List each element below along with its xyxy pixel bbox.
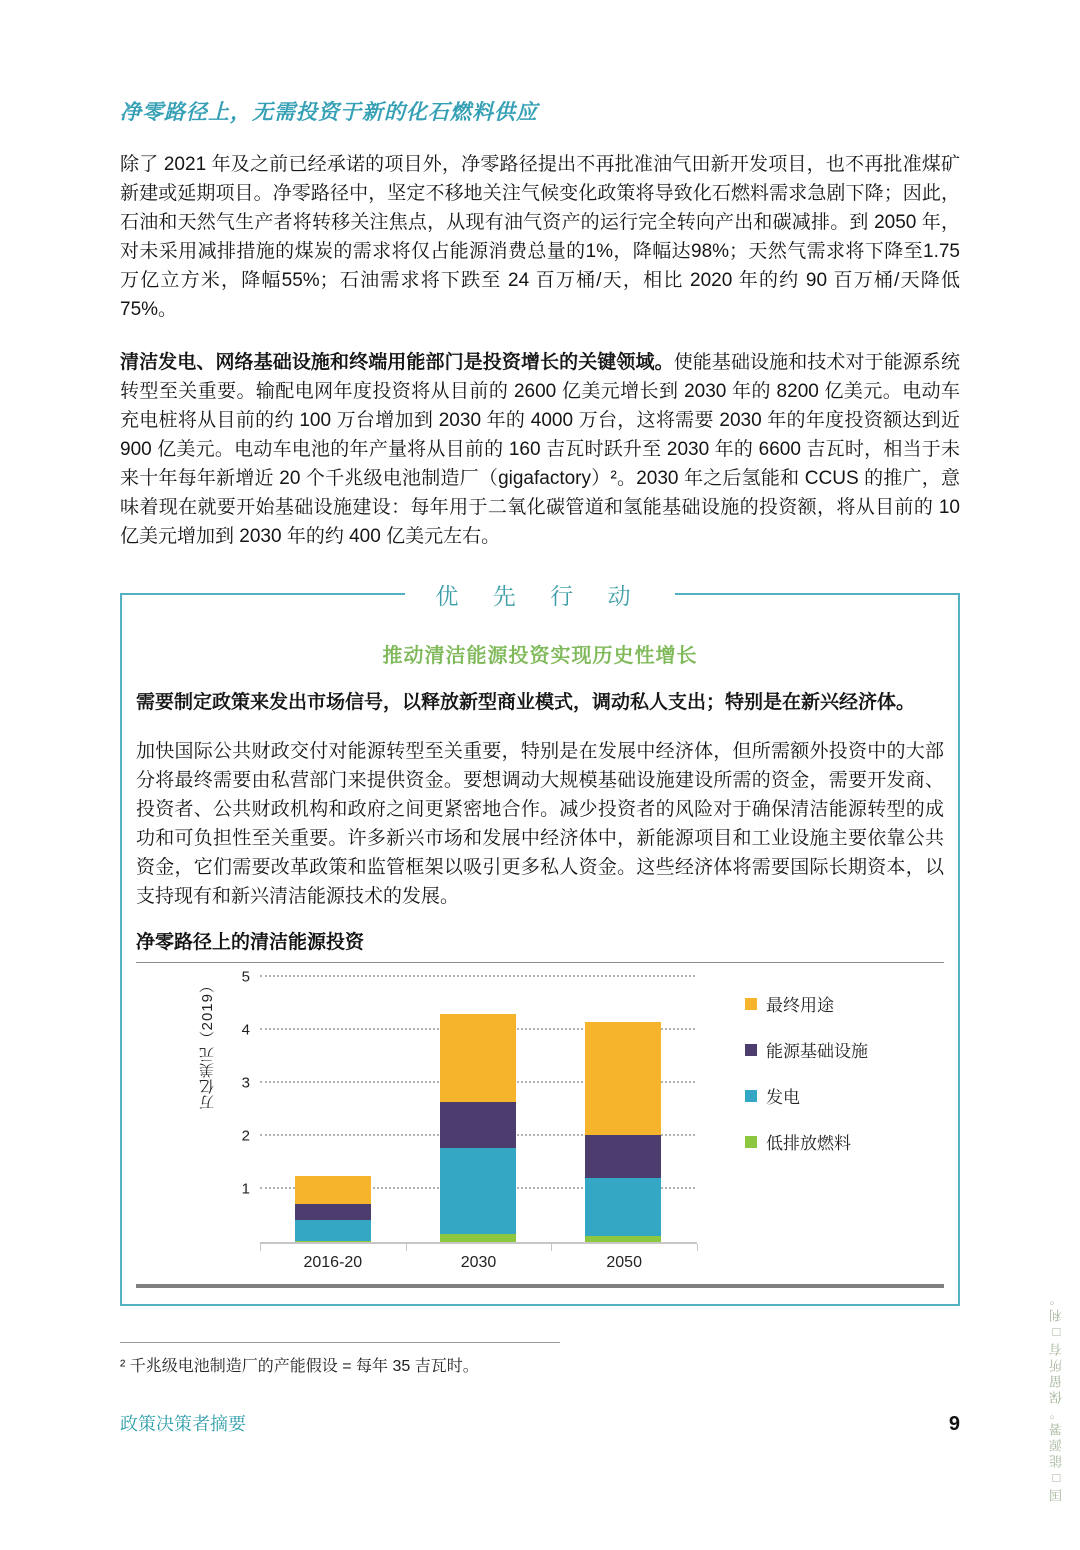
- legend-swatch-icon: [745, 998, 757, 1010]
- chart-plot: [260, 977, 695, 1242]
- footnote-divider: [120, 1342, 560, 1343]
- legend-label: 最终用途: [766, 996, 834, 1015]
- priority-box-title: 优 先 行 动: [122, 578, 958, 611]
- bars-row: [260, 977, 695, 1242]
- legend-item-low-emission-fuels: [745, 1129, 868, 1154]
- bar-segment-end-use: [295, 1176, 371, 1204]
- bar-segment-end-use: [585, 1022, 661, 1135]
- x-labels: [260, 1252, 697, 1272]
- priority-box-subtitle: 推动清洁能源投资实现历史性增长: [382, 645, 698, 667]
- stacked-bar-2016-20: [295, 1176, 371, 1242]
- legend-item-energy-infrastructure: [745, 1037, 868, 1062]
- bar-segment-low-emission-fuels: [440, 1234, 516, 1242]
- clean-energy-investment-chart: [136, 962, 944, 1288]
- page-title: 净零路径上，无需投资于新的化石燃料供应: [120, 101, 538, 124]
- y-tick-label: 5: [241, 968, 250, 986]
- bar-segment-power-generation: [440, 1148, 516, 1234]
- legend-label: 发电: [766, 1088, 800, 1107]
- paragraph-lead-bold: 清洁发电、网络基础设施和终端用能部门是投资增长的关键领域。: [120, 352, 674, 373]
- priority-box-lead: 需要制定政策来发出市场信号，以释放新型商业模式，调动私人支出；特别是在新兴经济体。: [136, 692, 916, 713]
- footer-section-title: 政策决策者摘要: [120, 1414, 246, 1434]
- y-tick-label: 3: [241, 1074, 250, 1092]
- bar-segment-energy-infrastructure: [295, 1204, 371, 1220]
- bar-segment-end-use: [440, 1014, 516, 1101]
- x-axis-tick: [406, 1244, 407, 1251]
- bar-segment-low-emission-fuels: [295, 1241, 371, 1242]
- page-footer: [120, 1410, 960, 1436]
- x-axis-tick: [260, 1244, 261, 1251]
- x-axis-tick: [551, 1244, 552, 1251]
- legend-swatch-icon: [745, 1090, 757, 1102]
- y-tick-label: 1: [241, 1180, 250, 1198]
- x-axis-tick: [697, 1244, 698, 1251]
- stacked-bar-2050: [585, 1022, 661, 1242]
- bar-segment-power-generation: [295, 1220, 371, 1241]
- y-tick-label: 2: [241, 1127, 250, 1145]
- bar-column: [550, 977, 695, 1242]
- legend-item-end-use: [745, 991, 868, 1016]
- chart-title: 净零路径上的清洁能源投资: [136, 932, 365, 953]
- priority-box-body: 加快国际公共财政交付对能源转型至关重要，特别是在发展中经济体，但所需额外投资中的大部分将最终需要由私营部门来提供资金。要想调动大规模基础设施建设所需的资金，需要开发商、投资者、公共财政机构和政府之间更紧密地合作。减少投资者的风险对于确保清洁能源转型的成功和可负担性至关重要。许多新兴市场和发展中经济体中，新能源项目和工业设施主要依靠公共资金，它们需要改革政策和监管框架以吸引更多私人资金。这些经济体将需要国际长期资本，以支持现有和新兴清洁能源技术的发展。: [136, 741, 944, 907]
- legend-label: 低排放燃料: [766, 1134, 851, 1153]
- chart-row: [136, 968, 944, 1242]
- legend-item-power-generation: [745, 1083, 868, 1108]
- y-axis-label: 万亿美元（2019）: [199, 977, 216, 1111]
- bar-column: [260, 977, 405, 1242]
- stacked-bar-2030: [440, 1014, 516, 1242]
- bar-segment-energy-infrastructure: [440, 1102, 516, 1149]
- legend-label: 能源基础设施: [766, 1042, 868, 1061]
- y-tick-label: 4: [241, 1021, 250, 1039]
- x-tick-label: 2016-20: [303, 1254, 363, 1271]
- bar-segment-low-emission-fuels: [585, 1236, 661, 1242]
- bar-segment-energy-infrastructure: [585, 1135, 661, 1179]
- x-tick-label: 2030: [460, 1254, 497, 1271]
- paragraph-fossil-fuel-supply: 除了 2021 年及之前已经承诺的项目外，净零路径提出不再批准油气田新开发项目，也不再批准煤矿新建或延期项目。净零路径中，坚定不移地关注气候变化政策将导致化石燃料需求急剧下降；因此，石油和天然气生产者将转移关注焦点，从现有油气资产的运行完全转向产出和碳减排。到 2050 年，对未采用减排措施的煤炭的需求将仅占能源消费总量的1%，降幅达98%；天然气需求将下降至1.75 万亿立方米，降幅55%；石油需求将下跌至 24 百万桶/天，相比 2020 年的约 90 百万桶/天降低 75%。: [120, 154, 960, 320]
- x-tick-label: 2050: [606, 1254, 642, 1271]
- copyright-watermark: 国□能源署。保留所有□利。: [1049, 1290, 1064, 1502]
- paragraph-investment-growth: [120, 348, 960, 551]
- legend-swatch-icon: [745, 1044, 757, 1056]
- legend-swatch-icon: [745, 1136, 757, 1148]
- chart-legend: [745, 977, 868, 1175]
- paragraph-rest: 使能基础设施和技术对于能源系统转型至关重要。输配电网年度投资将从目前的 2600 亿美元增长到 2030 年的 8200 亿美元。电动车充电桩将从目前的约 100 万台增加到 2030 年的 4000 万台，这将需要 2030 年的年度投资额达到近 900 亿美元。电动车电池的年产量将从目前的 160 吉瓦时跃升至 2030 年的 6600 吉瓦时，相当于未来十年每年新增近 20 个千兆级电池制造厂（gigafactory）²。2030 年之后氢能和 CCUS 的推广，意味着现在就要开始基础设施建设：每年用于二氧化碳管道和氢能基础设施的投资额，将从目前的 10 亿美元增加到 2030 年的约 400 亿美元左右。: [120, 352, 960, 547]
- y-ticks: [224, 968, 260, 1242]
- page-number: 9: [948, 1413, 960, 1435]
- x-axis: [260, 1242, 697, 1252]
- bar-segment-power-generation: [585, 1178, 661, 1235]
- y-axis-label-column: [166, 977, 224, 1242]
- footnote: ² 千兆级电池制造厂的产能假设 = 每年 35 吉瓦时。: [120, 1358, 479, 1375]
- bar-column: [405, 977, 550, 1242]
- priority-action-box: [120, 583, 960, 1306]
